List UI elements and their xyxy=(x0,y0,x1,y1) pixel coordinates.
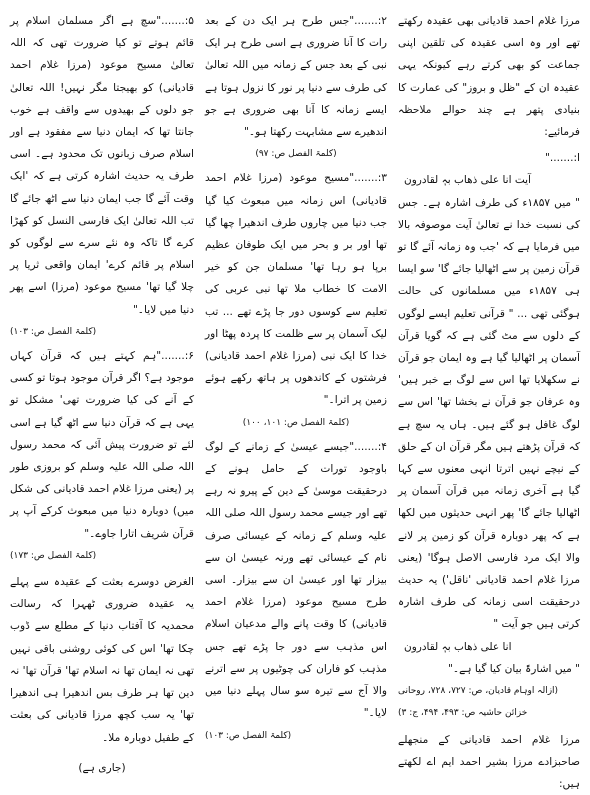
continued-marker: (جاری ہے) xyxy=(10,757,194,779)
quote-6-text: ۶:......."ہم کہتے ہیں کہ قرآن کہاں موجود ہے؟ اگر قرآن موجود ہوتا تو کسی کے آنے کی کیا ضرورت تھی' مشکل تو یہی ہے کہ قرآن دنیا سے اٹھ گیا ہے اسی لئے تو ضرورت پیش آئی کہ محمد رسول اللہ صلی اللہ علیہ وسلم کو بروزی طور پر (یعنی مرزا غلام احمد قادیانی کی شکل میں) دوبارہ دنیا میں مبعوث کرکے آپ پر قرآن شریف اتارا جاوے۔" xyxy=(10,345,194,545)
quran-verse: آیت انا علی ذھاب بہٖ لقادرون xyxy=(398,169,580,191)
quote-4-reference: (کلمۃ الفصل ص: ۱۰۳) xyxy=(205,725,387,747)
quote-4-text: ۴:......."جیسے عیسیٰ کے زمانے کے لوگ باوجود تورات کے حامل ہونے کے درحقیقت موسیٰ کے دین کے پیرو نہ رہے تھے اور جیسے محمد رسول اللہ صلی اللہ علیہ وسلم کے زمانہ کے عیسائی صرف نام کے عیسائی تھے ورنہ عیسیٰ ان سے بیزار تھا اور عیسیٰ ان سے بیزار۔ اسی طرح مسیح موعود (مرزا غلام احمد قادیانی) کا وقت پانے والے مدعیان اسلام اس مذہب سے دور جا پڑے تھے جس مذہب کو فاران کی چوٹیوں پر سے اترنے والا آج سے تیرہ سو سال پہلے دنیا میں لایا۔" xyxy=(205,436,387,725)
quote-1-reference: (ازالہ اوہام قادیان، ص: ۷۲۷، ۷۲۸، روحانی خزائن حاشیہ ص: ۴۹۳، ۴۹۴، ج: ۳) xyxy=(398,680,580,724)
outro-paragraph: مرزا غلام احمد قادیانی کے منجھلے صاحبزادے مرزا بشیر احمد ایم اے لکھتے ہیں: xyxy=(398,729,580,795)
quote-5-text: ۵:......."سچ ہے اگر مسلمان اسلام پر قائم ہوتے تو کیا ضرورت تھی کہ اللہ تعالیٰ مسیح موعود (مرزا غلام احمد قادیانی) کو بھیجتا مگر نہیں! اللہ تعالیٰ جو دلوں کے بھیدوں سے واقف ہے خوب جانتا تھا کہ ایمان دنیا سے مفقود ہے اور اسلام صرف زبانوں تک محدود ہے۔ اسی طرف یہ حدیث اشارہ کرتی ہے کہ 'ایک وقت آئے گا جب ایمان دنیا سے اٹھ جائے گا تب اللہ تعالیٰ ایک فارسی النسل کو کھڑا کرے گا تاکہ وہ نئے سرے سے لوگوں کو اسلام پر قائم کرے' ایمان واقعی ثریا پر چلا گیا تھا' مسیح موعود (مرزا) اسے پھر دنیا میں لایا۔" xyxy=(10,10,194,321)
quote-2-reference: (کلمۃ الفصل ص: ۹۷) xyxy=(205,143,387,165)
summary-paragraph: الغرض دوسرے بعثت کے عقیدہ سے پہلے یہ عقیدہ ضروری ٹھہرا کہ رسالت محمدیہ کا آفتاب دنیا کے مطلع سے ڈوب چکا تھا' اس کی کوئی روشنی باقی نہیں تھی نہ ایمان تھا نہ اسلام تھا' قرآن تھا' نہ دین تھا ہر طرف بس اندھیرا ہی اندھیرا تھا' یہ سب کچھ مرزا قادیانی کی بعثت کے طفیل دوبارہ ملا۔ xyxy=(10,571,194,749)
quote-1-tail: " میں اشارۃً بیان کیا گیا ہے۔" xyxy=(398,658,580,680)
right-column xyxy=(398,10,580,750)
quote-1-text: " میں ۱۸۵۷ء کی طرف اشارہ ہے۔ جس کی نسبت خدا نے تعالیٰ آیت موصوفہ بالا میں فرمایا ہے کہ 'جب وہ زمانہ آئے گا تو قرآن زمین پر سے اٹھالیا جائے گا' سو ایسا ہی ۱۸۵۷ء میں مسلمانوں کی حالت ہوگئی تھی ... " قرآنی تعلیم ایسے لوگوں کے دلوں سے مٹ گئی ہے کہ گویا قرآن آسمان پر اٹھالیا گیا ہے وہ ایمان جو قرآن نے سکھلایا تھا اس سے لوگ بے خبر ہیں' وہ عرفان جو قرآن نے بخشا تھا' اس سے لوگ غافل ہو گئے ہیں۔ ہاں یہ سچ ہے کہ قرآن پڑھتے ہیں مگر قرآن ان کے حلق کے نیچے نہیں اترتا انہی معنوں سے کہا گیا ہے آخری زمانہ میں قرآن آسمان پر اٹھالیا جائے گا' پھر انہی حدیثوں میں لکھا ہے کہ پھر دوبارہ قرآن کو زمین پر لانے والا ایک مرد فارسی الاصل ہوگا' (یعنی مرزا غلام احمد قادیانی 'ناقل') یہ حدیث درحقیقت اسی زمانہ کی طرف اشارہ کرتی ہیں جو آیت " xyxy=(398,192,580,636)
quran-verse-repeat: انا علی ذھاب بہٖ لقادرون xyxy=(398,636,580,658)
middle-column xyxy=(205,10,387,750)
quote-5-reference: (کلمۃ الفصل ص: ۱۰۳) xyxy=(10,321,194,343)
quote-2-text: ۲:......."جس طرح ہر ایک دن کے بعد رات کا آنا ضروری ہے اسی طرح ہر ایک نبی کے بعد جس کے زمانہ میں اللہ تعالیٰ کی طرف سے دنیا پر نور کا نزول ہوتا ہے ایسے زمانہ کا آنا بھی ضروری ہے جو اندھیرے سے مشابہت رکھتا ہو۔" xyxy=(205,10,387,143)
intro-paragraph: مرزا غلام احمد قادیانی بھی عقیدہ رکھتے تھے اور وہ اسی عقیدہ کی تلقین اپنی جماعت کو بھی کرتے رہے کیونکہ یہی عقیدہ ان کے "ظل و بروز" کی عمارت کا بنیادی پتھر ہے چند حوالے ملاحظہ فرمائیے: xyxy=(398,10,580,143)
quote-3-reference: (کلمۃ الفصل ص: ۱۰۱، ۱۰۰) xyxy=(205,412,387,434)
quote-1-number: ا:......." xyxy=(398,147,580,169)
quote-3-text: ۳:......."مسیح موعود (مرزا غلام احمد قادیانی) اس زمانہ میں مبعوث کیا گیا جب دنیا میں چاروں طرف اندھیرا چھا گیا تھا اور بر و بحر میں ایک طوفان عظیم برپا ہو رہا تھا' مسلمان جن کو خیر الامت کا خطاب ملا تھا نبی عربی کی تعلیم سے کوسوں دور جا پڑے تھے ... تب لیک آسمان پر سے ظلمت کا پردہ پھٹا اور خدا کا ایک نبی (مرزا غلام احمد قادیانی) فرشتوں کے کاندھوں پر ہاتھ رکھے ہوئے زمین پر اترا۔" xyxy=(205,167,387,411)
quote-6-reference: (کلمۃ الفصل ص: ۱۷۳) xyxy=(10,545,194,567)
left-column xyxy=(10,10,194,750)
